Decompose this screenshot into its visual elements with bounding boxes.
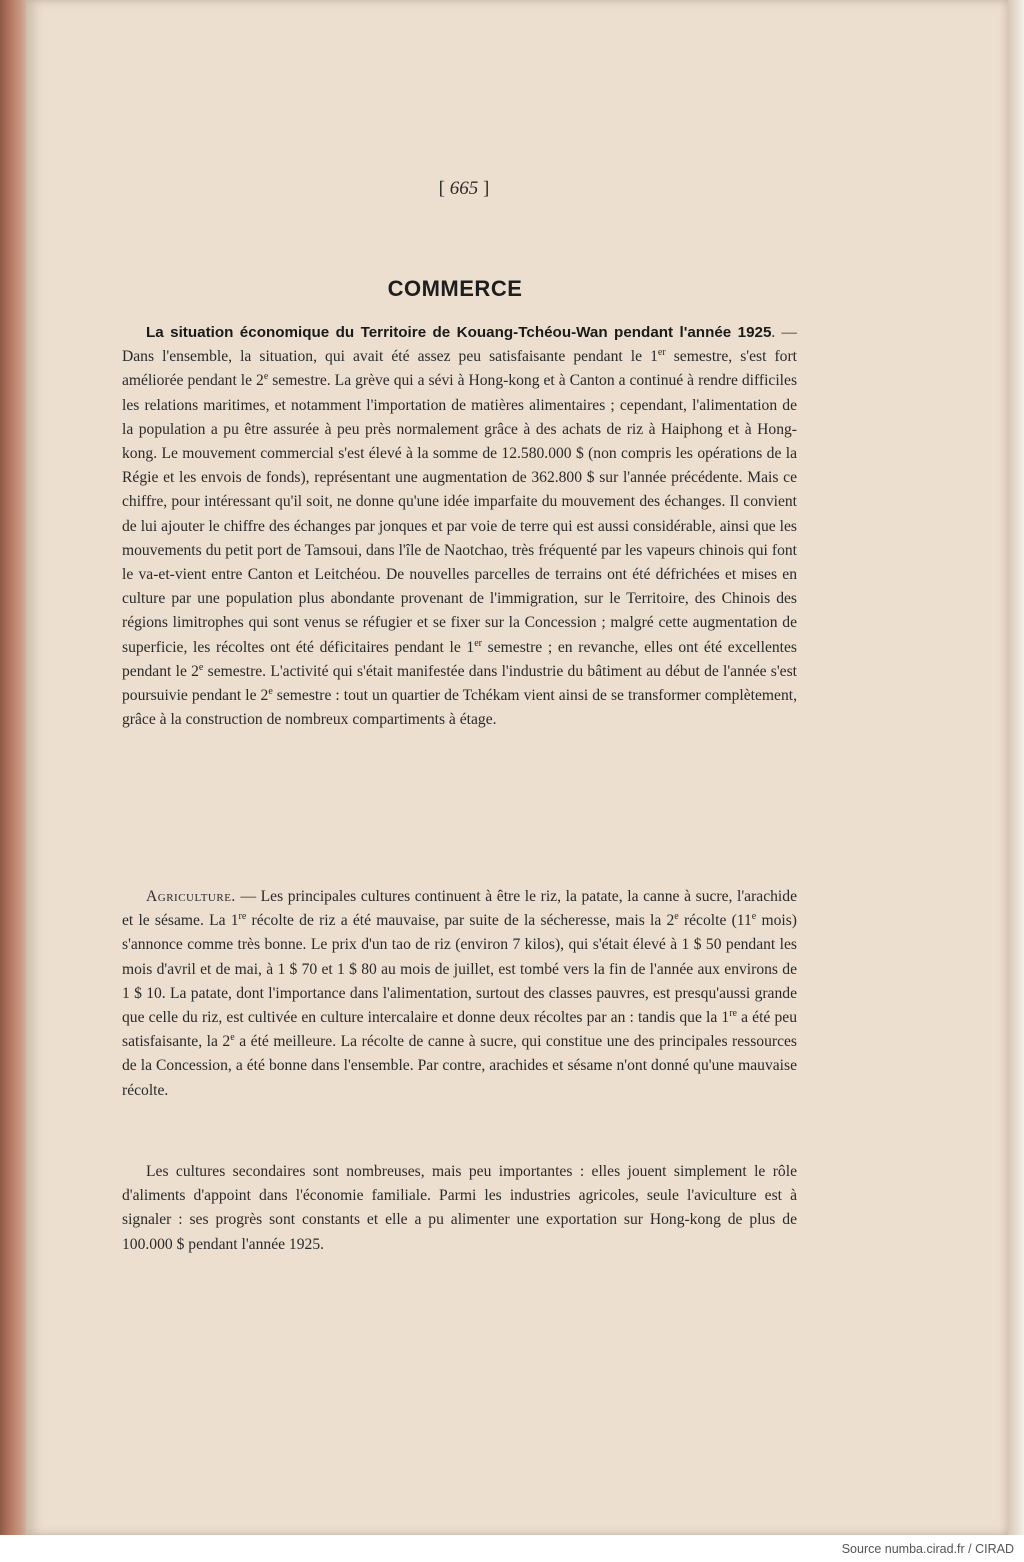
source-credit: Source numba.cirad.fr / CIRAD [841,1542,1014,1556]
paragraph-secondary-cultures: Les cultures secondaires sont nombreuses, mais peu importantes : elles jouent simplement le rôle d'aliments d'appoint dans l'économie familiale. Parmi les industries agricoles, seule l'aviculture est à signaler : ses progrès sont constants et elle a pu alimenter une exportation sur Hong-kong de plus de 100.000 $ pendant l'année 1925. [122,1163,797,1253]
page-number: [ 665 ] [438,178,490,199]
paragraph-agriculture: Agriculture. — Les principales cultures continuent à être le riz, la patate, la canne à sucre, l'arachide et le sésame. La 1re récolte de riz a été mauvaise, par suite de la sécheresse, mais la 2e récolte (11e mois) s'annonce comme très bonne. Le prix d'un tao de riz (environ 7 kilos), qui s'était élevé à 1 $ 50 pendant les mois d'avril et de mai, à 1 $ 70 et 1 $ 80 au mois de juillet, est tombé vers la fin de l'année aux environs de 1 $ 10. La patate, dont l'importance dans l'alimentation, surtout des classes pauvres, est presqu'aussi grande que celle du riz, est cultivée en culture intercalaire et donne deux récoltes par an : tandis que la 1re a été peu satisfaisante, la 2e a été meilleure. La récolte de canne à sucre, qui constitue une des principales ressources de la Concession, a été bonne dans l'ensemble. Par contre, arachides et sésame n'ont donné qu'une mauvaise récolte. [122,888,798,1099]
paragraph-economic-situation: La situation économique du Territoire de Kouang-Tchéou-Wan pendant l'année 1925. — Dans l'ensemble, la situation, qui avait été assez peu satisfaisante pendant le 1er semestre, s'est fort améliorée pendant le 2e semestre. La grève qui a sévi à Hong-kong et à Canton a continué à rendre difficiles les relations maritimes, et notamment l'importation de matières alimentaires ; cependant, l'alimentation de la population a pu être assurée à peu près normalement grâce à des achats de riz à Haiphong et à Hong-kong. Le mouvement commercial s'est élevé à la somme de 12.580.000 $ (non compris les opérations de la Régie et les envois de fonds), représentant une augmentation de 362.800 $ sur l'année précédente. Mais ce chiffre, pour intéressant qu'il soit, ne donne qu'une idée imparfaite du mouvement des échanges. Il convient de lui ajouter le chiffre des échanges par jonques et par voie de terre qui est aussi considérable, ainsi que les mouvements du petit port de Tamsoui, dans l'île de Naotchao, très fréquenté par les vapeurs chinois qui font le va-et-vient entre Canton et Leitchéou. De nouvelles parcelles de terrains ont été défrichées et mises en culture par une population plus abondante provenant de l'immigration, sur le Territoire, des Chinois des régions limitrophes qui sont venus se réfugier et se fixer sur la Concession ; malgré cette augmentation de superficie, les récoltes ont été déficitaires pendant le 1er semestre ; en revanche, elles ont été excellentes pendant le 2e semestre. L'activité qui s'était manifestée dans l'industrie du bâtiment au début de l'année s'est poursuivie pendant le 2e semestre : tout un quartier de Tchékam vient ainsi de se transformer complètement, grâce à la construction de nombreux compartiments à étage. [122,324,798,729]
agriculture-heading: Agriculture. [146,888,236,905]
scanned-page [26,0,1008,1535]
page-right-margin [1008,0,1024,1535]
page-number-value: 665 [449,178,479,199]
section-title: COMMERCE [387,276,523,301]
paragraph-lead: La situation économique du Territoire de Kouang-Tchéou-Wan pendant l'année 1925 [146,324,772,341]
